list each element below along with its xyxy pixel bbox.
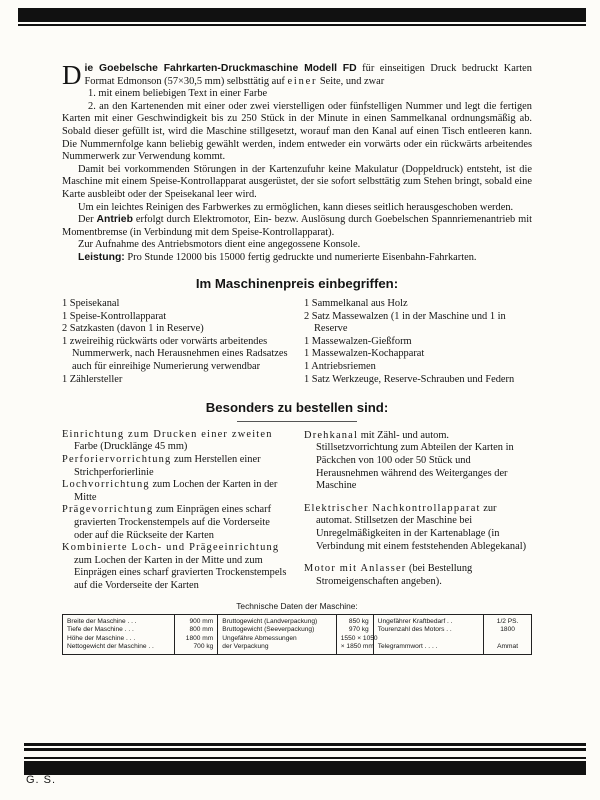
tech-title: Technische Daten der Maschine:	[236, 600, 358, 611]
list-item: 1 Antriebsriemen	[304, 361, 376, 373]
list-item: 1 Speise-Kontrollapparat	[62, 310, 167, 322]
included-heading: Im Maschinenpreis einbegriffen:	[195, 275, 399, 291]
tech-cell: Ammat	[497, 642, 519, 650]
tech-col-5	[374, 615, 483, 654]
extra-heading: Besonders zu bestellen sind:	[205, 400, 389, 416]
extra-item-title: Elektrischer Nachkontrollapparat	[304, 502, 481, 514]
performance-text: Pro Stunde 12000 bis 15000 fertig gedruckte und numerierte Eisenbahn-Fahrkarten.	[124, 251, 477, 263]
extra-item-title: Einrichtung zum Drucken einer zweiten	[62, 428, 273, 440]
extra-item-title: Drehkanal	[304, 429, 359, 441]
list-item: 1 Speisekanal	[62, 298, 120, 310]
list-item: 1 Massewalzen-Gießform	[304, 335, 412, 347]
machine-name: ie Goebelsche Fahrkarten-Druckmaschine Modell FD	[84, 63, 357, 74]
extra-left-column	[62, 429, 290, 593]
extra-item	[62, 504, 290, 542]
extra-item-text: zur automat. Stillsetzen der Maschine bei Unregelmäßigkeiten in der Kartenablage (in Verbindung mit einem feststehenden Ablegekanal)	[316, 502, 527, 552]
list-item: 2 Satzkasten (davon 1 in Reserve)	[62, 323, 204, 335]
tech-cell: 700 kg	[193, 642, 214, 650]
intro-paragraph	[62, 60, 532, 90]
extra-item-text: zum Einprägen eines scharf gravierten Trockenstempels auf die Vorderseite oder auf die Rückseite der Karten	[74, 504, 272, 541]
document-body	[62, 60, 532, 655]
extra-item-text: Farbe (Drucklänge 45 mm)	[74, 441, 188, 453]
extra-item-title: Motor mit Anlasser	[304, 563, 407, 575]
para4-bold: Antrieb	[96, 214, 133, 226]
top-border-bar	[18, 8, 586, 22]
extra-item-title: Kombinierte Loch- und Prägeeinrichtung	[62, 542, 280, 554]
dropcap: D	[62, 60, 82, 90]
paragraph-5: Zur Aufnahme des Antriebsmotors dient eine angegossene Konsole.	[78, 239, 361, 251]
list-item: 1 zweireihig rückwärts oder vorwärts arbeitendes Nummerwerk, nach Herausnehmen eines Radsatzes auch für einreihige Numerierung verwendbar	[62, 335, 288, 373]
tech-col-4	[336, 615, 378, 654]
tech-col-6	[483, 615, 531, 654]
para4-rest: erfolgt durch Elektromotor, Ein- bezw. Auslösung durch Goebelschen Spannriemenantrieb mit Momentbremse (in Verbindung mit dem Speise-Kontrollapparat).	[62, 214, 532, 238]
footer-initials: G. S.	[26, 774, 57, 786]
tech-cell: Ungefährer Kraftbedarf . .	[377, 618, 453, 626]
top-border-line	[18, 24, 586, 26]
extra-right-column	[304, 429, 532, 593]
extra-item-text: zum Lochen der Karten in der Mitte und zum Einprägen eines scharf gravierten Trockenstempels auf die Vorderseite der Karten	[74, 554, 287, 591]
tech-col-3	[218, 615, 335, 654]
tech-col-1	[63, 615, 174, 654]
intro-end: Seite, und zwar	[317, 75, 385, 87]
bottom-border	[24, 743, 586, 775]
extra-item-text: zum Lochen der Karten in der Mitte	[74, 479, 278, 503]
list-item: 1 Zählersteller	[62, 373, 123, 385]
extra-list	[62, 429, 532, 593]
extra-item	[62, 429, 290, 454]
tech-cell: Bruttogewicht (Landverpackung)	[222, 618, 318, 626]
paragraph-4	[62, 214, 532, 239]
list-item: 1 Satz Werkzeuge, Reserve-Schrauben und Federn	[304, 373, 515, 385]
tech-cell: 900 mm	[189, 618, 214, 626]
tech-cell: der Verpackung	[222, 642, 269, 650]
list-item: 1 Massewalzen-Kochapparat	[304, 348, 425, 360]
extra-item	[304, 563, 532, 588]
tech-cell: Telegrammwort . . . .	[377, 642, 438, 650]
intro-item-2: 2. an den Kartenenden mit einer oder zwei vierstelligen oder fünfstelligen Nummer und legt die fertigen Karten mit einer Geschwindigkeit bis zu 250 Stück in der Minute in einen Sammelkanal ordnungsmäßig ab. Sobald dieser gefüllt ist, wird die Maschine stillgesetzt, worauf man den Kanal auf einen Tisch entleeren kann. Die Nummernfolge kann beliebig gewählt werden, indem entweder ein vorwärts oder ein rückwärts arbeitendes Nummerwerk zur Verwendung kommt.	[62, 100, 532, 163]
extra-item-text: zum Herstellen einer Strichperforierlinie	[74, 454, 261, 478]
extra-item-text: mit Zähl- und autom. Stillsetzvorrichtung zum Abteilen der Karten in Päckchen von 100 oder 50 Stück und Herausnehmen während des Weiterganges der Maschine	[316, 429, 514, 492]
tech-cell: Nettogewicht der Maschine . .	[67, 642, 154, 650]
included-left-column	[62, 298, 290, 386]
tech-cell: 1550 × 1050	[340, 634, 378, 642]
included-list	[62, 298, 532, 386]
tech-cell: 800 mm	[189, 626, 214, 634]
tech-cell: 1800 mm	[185, 634, 214, 642]
paragraph-3: Um ein leichtes Reinigen des Farbwerkes zu ermöglichen, kann dieses seitlich herausgeschoben werden.	[78, 201, 514, 213]
para4-pre: Der	[78, 214, 97, 226]
extra-item	[62, 479, 290, 504]
included-right-column	[304, 298, 532, 386]
extra-item	[304, 430, 532, 493]
tech-cell: Breite der Maschine . . .	[67, 618, 137, 626]
tech-cell: Ungefähre Abmessungen	[222, 634, 297, 642]
tech-cell: Tourenzahl des Motors . .	[377, 626, 452, 634]
tech-cell: 1/2 PS.	[496, 618, 519, 626]
tech-cell	[488, 635, 527, 643]
performance-label: Leistung:	[78, 251, 125, 263]
list-item: 1 Sammelkanal aus Holz	[304, 298, 408, 310]
tech-cell	[378, 635, 479, 643]
paragraph-6	[62, 252, 532, 265]
extra-item-title: Perforiervorrichtung	[62, 454, 172, 466]
extra-item	[62, 542, 290, 592]
list-item: 2 Satz Massewalzen (1 in der Maschine und 1 in Reserve	[304, 310, 506, 335]
tech-cell: 1800	[500, 626, 515, 634]
tech-cell: Höhe der Maschine . . .	[67, 634, 136, 642]
tech-col-2	[174, 615, 218, 654]
tech-table	[62, 614, 532, 655]
extra-item	[304, 503, 532, 553]
tech-cell: 850 kg	[348, 618, 369, 626]
paragraph-2: Damit bei vorkommenden Störungen in der Kartenzufuhr keine Makulatur (Doppeldruck) entsteht, ist die Maschine mit einem Speise-Kontrollapparat ausgerüstet, der sie sofort selbsttätig zum Stehen bringt, sobald eine Karte ausbleibt oder der Speisekanal leer wird.	[62, 163, 532, 200]
intro-item-1: 1. mit einem beliebigen Text in einer Farbe	[88, 88, 268, 100]
tech-cell: Bruttogewicht (Seeverpackung)	[222, 626, 315, 634]
intro-emphasis: einer	[287, 75, 318, 87]
intro-text: für einseitigen Druck bedruckt Karten Format Edmonson (57×30,5 mm) selbsttätig auf	[84, 63, 532, 87]
extra-item-text: (bei Bestellung Stromeigenschaften angeben).	[316, 563, 473, 587]
extra-item-title: Prägevorrichtung	[62, 504, 154, 516]
tech-cell: × 1850 mm	[340, 642, 374, 650]
tech-cell: Tiefe der Maschine . . .	[67, 626, 134, 634]
tech-cell: 970 kg	[348, 626, 369, 634]
extra-item-title: Lochvorrichtung	[62, 479, 150, 491]
extra-item	[62, 454, 290, 479]
heading-rule	[237, 421, 357, 422]
